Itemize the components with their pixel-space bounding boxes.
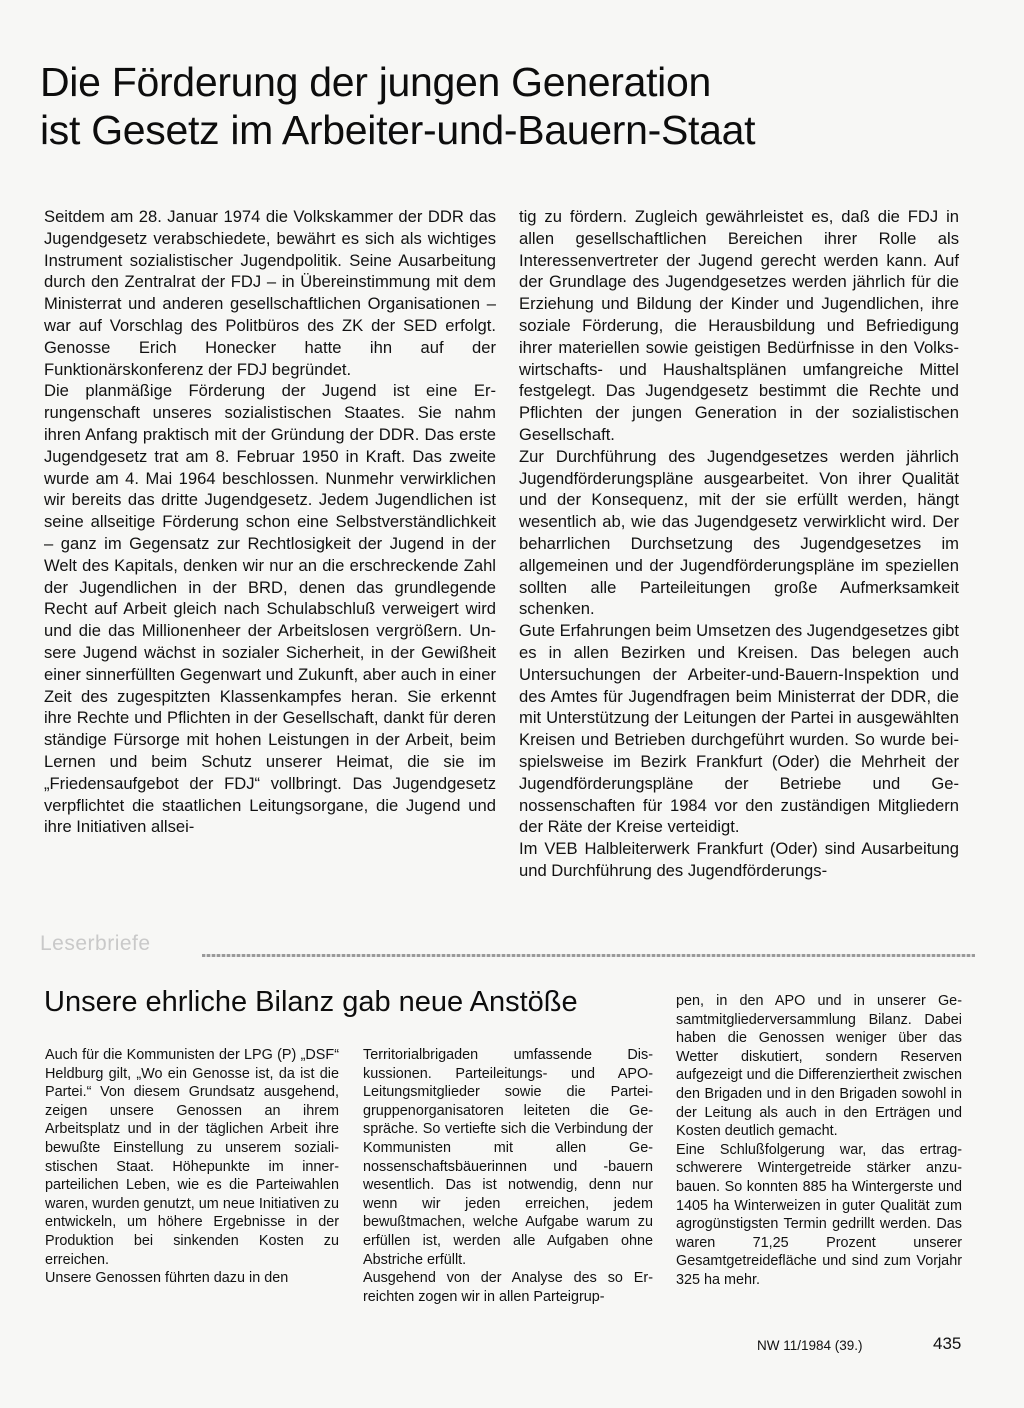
letter-paragraph: Auch für die Kommunisten der LPG (P) „DSF“ Heldburg gilt, „Wo ein Genosse ist, da ist die Partei.“ Von diesem Grundsatz ausgehend, zeigen unsere Genossen an ihrem Arbeitsplatz und in der täglichen Arbeit ihre bewußte Einstellung zu unserem sozialistischen Staat. Höhepunkte im innerparteilichen Leben, wie es die Parteiwahlen waren, wurden genutzt, um neue Initiativen zu entwickeln, um höhere Ergebnisse in der Produktion bei sinkenden Kosten zu erreichen. bbox=[45, 1047, 339, 1268]
letter-paragraph: pen, in den APO und in unserer Gesamtmitgliederversammlung Bilanz. Dabei haben die Genossen weniger über das Wetter diskutiert, sondern Reserven aufgezeigt und die Differenziertheit zwischen den Brigaden und in den Brigaden sowohl in der Leitung als auch in den Erträgen und Kosten deutlich gemacht. bbox=[676, 993, 962, 1140]
letter-paragraph: Ausgehend von der Analyse des so Erreichten zogen wir in allen Parteigrup- bbox=[363, 1270, 653, 1305]
article-title-line-1: Die Förderung der jungen Generation bbox=[40, 59, 711, 105]
letter-headline: Unsere ehrliche Bilanz gab neue Anstöße bbox=[44, 986, 578, 1018]
rubric-label: Leserbriefe bbox=[40, 932, 151, 955]
article-title-line-2: ist Gesetz im Arbeiter-und-Bauern-Staat bbox=[40, 107, 756, 153]
letter-column-2 bbox=[363, 1046, 653, 1306]
letter-paragraph: Territorialbrigaden umfassende Diskussionen. Parteileitungs- und APO-Leitungsmitglieder sowie die Parteigruppenorganisatoren leiteten die Gespräche. So vertiefte sich die Verbindung der Kommunisten mit allen Genossenschaftsbäuerinnen und -bauern wesentlich. Das ist notwendig, denn nur wenn wir jeden erreichen, jedem bewußtmachen, welche Aufgabe warum zu erfüllen ist, werden alle Aufgaben ohne Abstriche erfüllt. bbox=[363, 1047, 653, 1268]
rubric-divider bbox=[202, 954, 975, 957]
article-paragraph: Im VEB Halbleiterwerk Frankfurt (Oder) sind Ausarbeitung und Durchführung des Jugendförderungs- bbox=[519, 839, 959, 880]
article-paragraph: Zur Durchführung des Jugendgesetzes werden jährlich Jugendförderungspläne ausgearbeitet. Von ihrer Qualität und der Konsequenz, mit der sie erfüllt werden, hängt wesentlich ab, wie das Jugendgesetz verwirklicht wird. Der beharrlichen Durchsetzung des Jugendgesetzes im allgemeinen und der Jugendförderungspläne im speziellen sollten alle Parteileitungen große Aufmerksamkeit schenken. bbox=[519, 446, 959, 619]
article-column-1 bbox=[44, 206, 496, 838]
letter-paragraph: Eine Schlußfolgerung war, das ertragschwerere Wintergetreide stärker anzubauen. So konnten 885 ha Wintergerste und 1405 ha Winterweizen in guter Qualität zum agrogünstigsten Termin gedrillt werden. Das waren 71,25 Prozent unserer Gesamtgetreidefläche und sind zum Vorjahr 325 ha mehr. bbox=[676, 1141, 962, 1288]
page-number: 435 bbox=[933, 1334, 962, 1353]
article-paragraph: tig zu fördern. Zugleich gewährleistet es, daß die FDJ in allen gesellschaftlichen Bereichen ihrer Rolle als Interessenvertreter der Jugend gerecht werden kann. Auf der Grundlage des Jugendgesetzes werden jährlich für die Erziehung und Bildung der Kinder und Jugendlichen, ihre soziale Förderung, die Herausbildung und Befriedigung ihrer materiellen sowie geistigen Bedürfnisse in den Volkswirtschafts- und Haushaltsplänen umfangreiche Mittel festgelegt. Das Jugendgesetz bestimmt die Rechte und Pflichten der jungen Generation in der sozialistischen Gesellschaft. bbox=[519, 207, 959, 444]
article-paragraph: Die planmäßige Förderung der Jugend ist eine Errungenschaft unseres sozialistischen Staates. Sie nahm ihren Anfang praktisch mit der Gründung der DDR. Das erste Jugendgesetz trat am 8. Februar 1950 in Kraft. Das zweite wurde am 4. Mai 1964 beschlossen. Nunmehr verwirklichen wir bereits das dritte Jugendgesetz. Jedem Jugendlichen ist seine allseitige Förderung schon eine Selbstverständlichkeit – ganz im Gegensatz zur Rechtlosigkeit der Jugend in der Welt des Kapitals, denken wir nur an die erschreckende Zahl der Jugendlichen in der BRD, denen das grundlegende Recht auf Arbeit gleich nach Schulabschluß verweigert wird und die das Millionenheer der Arbeitslosen vergrößern. Unsere Jugend wächst in sozialer Sicherheit, in der Gewißheit einer sinnerfüllten Gegenwart und Zukunft, aber auch in einer Zeit des zugespitzten Klassenkampfes heran. Sie erkennt ihre Rechte und Pflichten in der Gesellschaft, dankt für deren ständige Fürsorge mit hohen Leistungen in der Arbeit, beim Lernen und beim Schutz unserer Heimat, die sie im „Friedensaufgebot der FDJ“ vollbringt. Das Jugendgesetz verpflichtet die staatlichen Leitungsorgane, die Jugend und ihre Initiativen allsei- bbox=[44, 381, 496, 837]
letter-paragraph: Unsere Genossen führten dazu in den bbox=[45, 1270, 289, 1287]
section-rubric bbox=[40, 932, 975, 962]
letter-column-3 bbox=[676, 992, 962, 1290]
article-title bbox=[40, 58, 980, 154]
article-paragraph: Gute Erfahrungen beim Umsetzen des Jugendgesetzes gibt es in allen Bezirken und Kreisen. Das belegen auch Untersuchungen der Arbeiter-und-Bauern-Inspektion und des Amtes für Jugendfragen beim Ministerrat der DDR, die mit Unterstützung der Leitungen der Partei in ausgewählten Kreisen und Betrieben durchgeführt wurden. So wurde beispielsweise im Bezirk Frankfurt (Oder) die Mehrheit der Jugendförderungspläne der Betriebe und Genossenschaften für 1984 vor den zuständigen Mitgliedern der Räte der Kreise verteidigt. bbox=[519, 621, 959, 837]
issue-reference: NW 11/1984 (39.) bbox=[757, 1338, 863, 1353]
article-column-2 bbox=[519, 206, 959, 882]
article-paragraph: Seitdem am 28. Januar 1974 die Volkskammer der DDR das Jugendgesetz verabschiedete, bewährt es sich als wichtiges Instrument sozialistischer Jugendpolitik. Seine Ausarbeitung durch den Zentralrat der FDJ – in Übereinstimmung mit dem Ministerrat und anderen gesellschaftlichen Organisationen – war auf Vorschlag des Politbüros des ZK der SED erfolgt. Genosse Erich Honecker hatte ihn auf der Funktionärskonferenz der FDJ begründet. bbox=[44, 207, 496, 379]
letter-column-1 bbox=[45, 1046, 339, 1288]
